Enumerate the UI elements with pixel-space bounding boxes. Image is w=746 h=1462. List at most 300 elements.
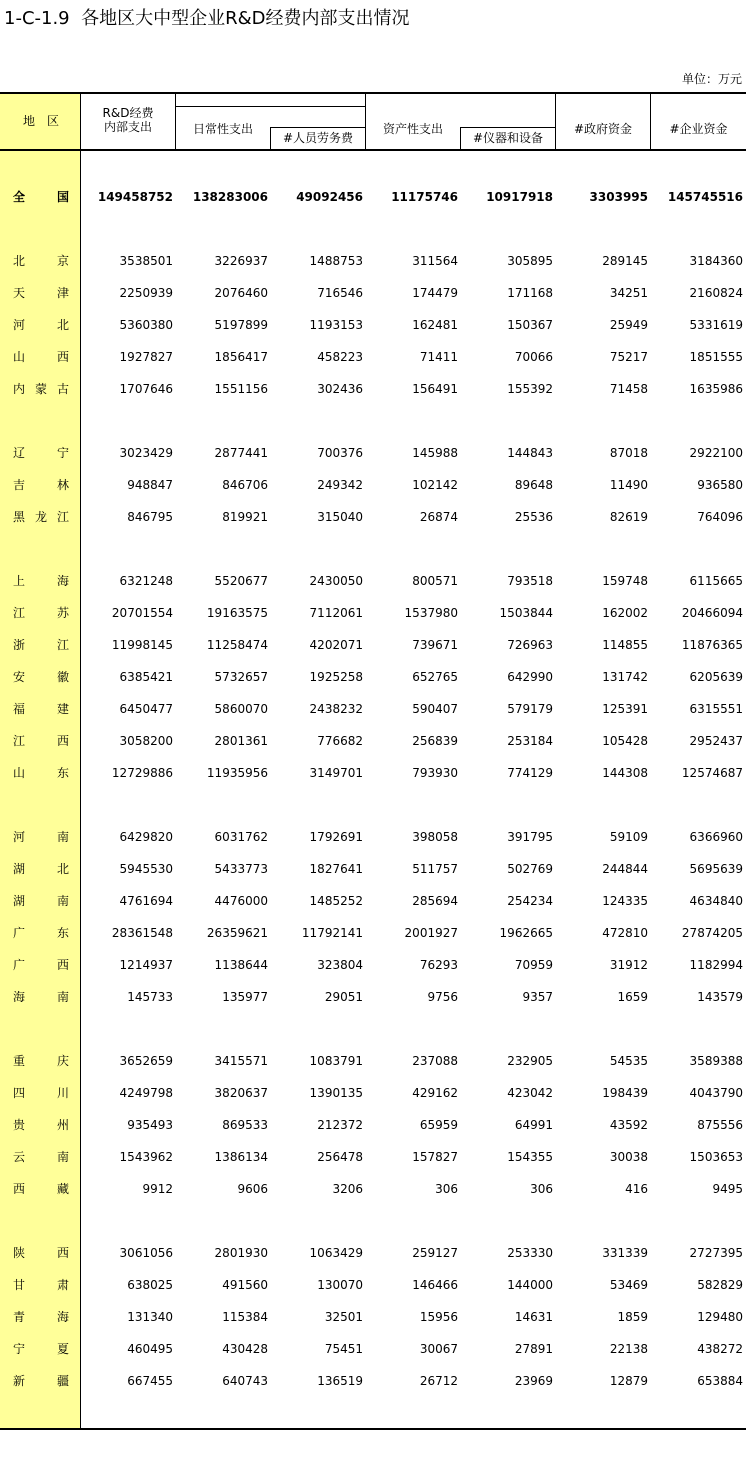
cell-daily: 5732657 bbox=[214, 670, 268, 684]
cell-government: 198439 bbox=[602, 1086, 648, 1100]
cell-asset: 306 bbox=[435, 1182, 458, 1196]
cell-equipment: 150367 bbox=[507, 318, 553, 332]
table-row bbox=[0, 635, 746, 655]
cell-labor: 7112061 bbox=[309, 606, 363, 620]
cell-asset: 590407 bbox=[412, 702, 458, 716]
cell-government: 125391 bbox=[602, 702, 648, 716]
region-name: 新疆 bbox=[13, 1374, 69, 1388]
cell-daily: 869533 bbox=[222, 1118, 268, 1132]
region-name: 河北 bbox=[13, 318, 69, 332]
cell-enterprise: 1635986 bbox=[689, 382, 743, 396]
cell-rd-total: 667455 bbox=[127, 1374, 173, 1388]
table-row bbox=[0, 1083, 746, 1103]
cell-daily: 2801361 bbox=[214, 734, 268, 748]
cell-asset: 71411 bbox=[419, 350, 458, 364]
cell-enterprise: 20466094 bbox=[681, 606, 743, 620]
cell-equipment: 144843 bbox=[507, 446, 553, 460]
cell-rd-total: 4761694 bbox=[119, 894, 173, 908]
cell-daily: 2877441 bbox=[214, 446, 268, 460]
cell-rd-total: 3652659 bbox=[119, 1054, 173, 1068]
table-row bbox=[0, 667, 746, 687]
cell-rd-total: 2250939 bbox=[119, 286, 173, 300]
cell-asset: 145988 bbox=[412, 446, 458, 460]
cell-enterprise: 11876365 bbox=[681, 638, 743, 652]
cell-government: 162002 bbox=[602, 606, 648, 620]
region-name: 西藏 bbox=[13, 1182, 69, 1196]
cell-enterprise: 1851555 bbox=[689, 350, 743, 364]
cell-government: 71458 bbox=[609, 382, 648, 396]
cell-enterprise: 145745516 bbox=[667, 190, 743, 204]
cell-equipment: 254234 bbox=[507, 894, 553, 908]
region-name: 重庆 bbox=[13, 1054, 69, 1068]
region-name: 贵州 bbox=[13, 1118, 69, 1132]
cell-asset: 157827 bbox=[412, 1150, 458, 1164]
cell-equipment: 64991 bbox=[514, 1118, 553, 1132]
cell-government: 75217 bbox=[609, 350, 648, 364]
cell-rd-total: 460495 bbox=[127, 1342, 173, 1356]
cell-daily: 491560 bbox=[222, 1278, 268, 1292]
cell-enterprise: 4043790 bbox=[689, 1086, 743, 1100]
header-sub-line bbox=[460, 127, 555, 128]
cell-equipment: 253184 bbox=[507, 734, 553, 748]
cell-asset: 15956 bbox=[419, 1310, 458, 1324]
cell-enterprise: 764096 bbox=[697, 510, 743, 524]
table-row bbox=[0, 379, 746, 399]
cell-labor: 458223 bbox=[317, 350, 363, 364]
cell-equipment: 306 bbox=[530, 1182, 553, 1196]
cell-enterprise: 2952437 bbox=[689, 734, 743, 748]
region-name: 广西 bbox=[13, 958, 69, 972]
cell-labor: 2430050 bbox=[309, 574, 363, 588]
cell-rd-total: 20701554 bbox=[111, 606, 173, 620]
cell-labor: 49092456 bbox=[296, 190, 363, 204]
cell-equipment: 793518 bbox=[507, 574, 553, 588]
cell-equipment: 253330 bbox=[507, 1246, 553, 1260]
table-row bbox=[0, 1179, 746, 1199]
table-row bbox=[0, 699, 746, 719]
cell-enterprise: 2727395 bbox=[689, 1246, 743, 1260]
cell-labor: 1063429 bbox=[309, 1246, 363, 1260]
table-top-rule bbox=[0, 92, 746, 94]
cell-government: 416 bbox=[625, 1182, 648, 1196]
header-divider bbox=[650, 92, 651, 150]
cell-labor: 1485252 bbox=[309, 894, 363, 908]
cell-government: 289145 bbox=[602, 254, 648, 268]
cell-daily: 11258474 bbox=[206, 638, 268, 652]
cell-daily: 1551156 bbox=[214, 382, 268, 396]
region-name: 广东 bbox=[13, 926, 69, 940]
cell-daily: 9606 bbox=[237, 1182, 268, 1196]
cell-equipment: 171168 bbox=[507, 286, 553, 300]
header-rd-total: R&D经费 内部支出 bbox=[102, 106, 154, 134]
cell-enterprise: 2922100 bbox=[689, 446, 743, 460]
cell-rd-total: 1927827 bbox=[119, 350, 173, 364]
region-name: 全国 bbox=[13, 190, 69, 204]
cell-rd-total: 5945530 bbox=[119, 862, 173, 876]
cell-enterprise: 5695639 bbox=[689, 862, 743, 876]
cell-asset: 398058 bbox=[412, 830, 458, 844]
region-name: 江西 bbox=[13, 734, 69, 748]
table-row bbox=[0, 1275, 746, 1295]
cell-enterprise: 2160824 bbox=[689, 286, 743, 300]
cell-rd-total: 1214937 bbox=[119, 958, 173, 972]
cell-asset: 800571 bbox=[412, 574, 458, 588]
cell-government: 31912 bbox=[609, 958, 648, 972]
cell-rd-total: 131340 bbox=[127, 1310, 173, 1324]
cell-daily: 138283006 bbox=[192, 190, 268, 204]
cell-daily: 640743 bbox=[222, 1374, 268, 1388]
header-enterprise-funds: #企业资金 bbox=[669, 122, 728, 136]
cell-asset: 76293 bbox=[419, 958, 458, 972]
region-name: 浙江 bbox=[13, 638, 69, 652]
cell-asset: 1537980 bbox=[404, 606, 458, 620]
table-row bbox=[0, 731, 746, 751]
cell-labor: 249342 bbox=[317, 478, 363, 492]
cell-asset: 174479 bbox=[412, 286, 458, 300]
cell-enterprise: 1182994 bbox=[689, 958, 743, 972]
cell-rd-total: 638025 bbox=[127, 1278, 173, 1292]
cell-government: 114855 bbox=[602, 638, 648, 652]
cell-asset: 793930 bbox=[412, 766, 458, 780]
cell-asset: 652765 bbox=[412, 670, 458, 684]
table-row bbox=[0, 923, 746, 943]
region-name: 黑龙江 bbox=[13, 510, 69, 524]
cell-equipment: 14631 bbox=[514, 1310, 553, 1324]
cell-government: 131742 bbox=[602, 670, 648, 684]
cell-rd-total: 6385421 bbox=[119, 670, 173, 684]
header-labor-cost: #人员劳务费 bbox=[282, 131, 354, 145]
total-row bbox=[0, 187, 746, 207]
cell-labor: 1390135 bbox=[309, 1086, 363, 1100]
table-row bbox=[0, 1243, 746, 1263]
cell-equipment: 155392 bbox=[507, 382, 553, 396]
cell-asset: 259127 bbox=[412, 1246, 458, 1260]
cell-rd-total: 12729886 bbox=[111, 766, 173, 780]
cell-daily: 5433773 bbox=[214, 862, 268, 876]
cell-rd-total: 5360380 bbox=[119, 318, 173, 332]
table-row bbox=[0, 1147, 746, 1167]
cell-rd-total: 6450477 bbox=[119, 702, 173, 716]
header-equipment: #仪器和设备 bbox=[472, 131, 544, 145]
header-bottom-rule bbox=[0, 149, 746, 151]
cell-labor: 716546 bbox=[317, 286, 363, 300]
cell-daily: 26359621 bbox=[206, 926, 268, 940]
cell-rd-total: 28361548 bbox=[111, 926, 173, 940]
header-divider bbox=[175, 92, 176, 150]
cell-government: 25949 bbox=[609, 318, 648, 332]
cell-daily: 115384 bbox=[222, 1310, 268, 1324]
cell-daily: 2076460 bbox=[214, 286, 268, 300]
cell-asset: 156491 bbox=[412, 382, 458, 396]
cell-labor: 3149701 bbox=[309, 766, 363, 780]
cell-daily: 135977 bbox=[222, 990, 268, 1004]
table-row bbox=[0, 475, 746, 495]
cell-daily: 3820637 bbox=[214, 1086, 268, 1100]
cell-rd-total: 145733 bbox=[127, 990, 173, 1004]
cell-equipment: 1503844 bbox=[499, 606, 553, 620]
cell-labor: 1827641 bbox=[309, 862, 363, 876]
region-name: 海南 bbox=[13, 990, 69, 1004]
rd-expenditure-table bbox=[0, 92, 746, 1430]
cell-government: 331339 bbox=[602, 1246, 648, 1260]
cell-labor: 323804 bbox=[317, 958, 363, 972]
cell-rd-total: 11998145 bbox=[111, 638, 173, 652]
cell-daily: 11935956 bbox=[206, 766, 268, 780]
cell-daily: 1856417 bbox=[214, 350, 268, 364]
cell-enterprise: 9495 bbox=[712, 1182, 743, 1196]
region-name: 安徽 bbox=[13, 670, 69, 684]
cell-equipment: 579179 bbox=[507, 702, 553, 716]
cell-rd-total: 3058200 bbox=[119, 734, 173, 748]
cell-government: 1659 bbox=[617, 990, 648, 1004]
cell-daily: 19163575 bbox=[206, 606, 268, 620]
table-row bbox=[0, 1307, 746, 1327]
cell-asset: 26712 bbox=[419, 1374, 458, 1388]
cell-daily: 819921 bbox=[222, 510, 268, 524]
header-group-line bbox=[175, 106, 365, 107]
region-name: 青海 bbox=[13, 1310, 69, 1324]
cell-government: 87018 bbox=[609, 446, 648, 460]
table-row bbox=[0, 1051, 746, 1071]
table-row bbox=[0, 283, 746, 303]
cell-enterprise: 653884 bbox=[697, 1374, 743, 1388]
cell-equipment: 70066 bbox=[514, 350, 553, 364]
cell-equipment: 1962665 bbox=[499, 926, 553, 940]
cell-rd-total: 4249798 bbox=[119, 1086, 173, 1100]
region-name: 宁夏 bbox=[13, 1342, 69, 1356]
cell-enterprise: 12574687 bbox=[681, 766, 743, 780]
cell-labor: 1792691 bbox=[309, 830, 363, 844]
cell-asset: 429162 bbox=[412, 1086, 458, 1100]
cell-government: 144308 bbox=[602, 766, 648, 780]
cell-asset: 739671 bbox=[412, 638, 458, 652]
header-region: 地 区 bbox=[22, 114, 59, 128]
cell-daily: 430428 bbox=[222, 1342, 268, 1356]
cell-rd-total: 9912 bbox=[142, 1182, 173, 1196]
cell-government: 124335 bbox=[602, 894, 648, 908]
cell-equipment: 154355 bbox=[507, 1150, 553, 1164]
cell-rd-total: 846795 bbox=[127, 510, 173, 524]
cell-daily: 1386134 bbox=[214, 1150, 268, 1164]
header-divider bbox=[365, 92, 366, 150]
cell-government: 244844 bbox=[602, 862, 648, 876]
cell-government: 12879 bbox=[609, 1374, 648, 1388]
cell-labor: 1193153 bbox=[309, 318, 363, 332]
cell-government: 3303995 bbox=[589, 190, 648, 204]
table-row bbox=[0, 827, 746, 847]
cell-government: 22138 bbox=[609, 1342, 648, 1356]
cell-asset: 102142 bbox=[412, 478, 458, 492]
cell-daily: 3226937 bbox=[214, 254, 268, 268]
table-row bbox=[0, 763, 746, 783]
table-row bbox=[0, 443, 746, 463]
table-row bbox=[0, 315, 746, 335]
cell-daily: 3415571 bbox=[214, 1054, 268, 1068]
cell-rd-total: 3538501 bbox=[119, 254, 173, 268]
cell-enterprise: 3184360 bbox=[689, 254, 743, 268]
cell-daily: 5860070 bbox=[214, 702, 268, 716]
cell-asset: 11175746 bbox=[391, 190, 458, 204]
cell-enterprise: 143579 bbox=[697, 990, 743, 1004]
cell-labor: 302436 bbox=[317, 382, 363, 396]
cell-asset: 237088 bbox=[412, 1054, 458, 1068]
cell-labor: 130070 bbox=[317, 1278, 363, 1292]
cell-labor: 2438232 bbox=[309, 702, 363, 716]
cell-government: 82619 bbox=[609, 510, 648, 524]
cell-enterprise: 6315551 bbox=[689, 702, 743, 716]
cell-asset: 9756 bbox=[427, 990, 458, 1004]
cell-rd-total: 6321248 bbox=[119, 574, 173, 588]
cell-daily: 5520677 bbox=[214, 574, 268, 588]
cell-asset: 511757 bbox=[412, 862, 458, 876]
cell-equipment: 89648 bbox=[514, 478, 553, 492]
cell-daily: 5197899 bbox=[214, 318, 268, 332]
cell-rd-total: 1707646 bbox=[119, 382, 173, 396]
cell-asset: 2001927 bbox=[404, 926, 458, 940]
region-name: 辽宁 bbox=[13, 446, 69, 460]
table-row bbox=[0, 603, 746, 623]
cell-equipment: 232905 bbox=[507, 1054, 553, 1068]
region-name: 甘肃 bbox=[13, 1278, 69, 1292]
cell-labor: 212372 bbox=[317, 1118, 363, 1132]
cell-asset: 146466 bbox=[412, 1278, 458, 1292]
cell-enterprise: 582829 bbox=[697, 1278, 743, 1292]
cell-daily: 1138644 bbox=[214, 958, 268, 972]
cell-rd-total: 935493 bbox=[127, 1118, 173, 1132]
cell-enterprise: 6205639 bbox=[689, 670, 743, 684]
header-asset-expenditure: 资产性支出 bbox=[382, 122, 443, 136]
cell-enterprise: 5331619 bbox=[689, 318, 743, 332]
unit-label: 单位：万元 bbox=[681, 72, 742, 86]
cell-labor: 11792141 bbox=[301, 926, 363, 940]
cell-government: 1859 bbox=[617, 1310, 648, 1324]
cell-labor: 32501 bbox=[324, 1310, 363, 1324]
table-row bbox=[0, 1339, 746, 1359]
cell-labor: 75451 bbox=[324, 1342, 363, 1356]
region-name: 陕西 bbox=[13, 1246, 69, 1260]
cell-enterprise: 4634840 bbox=[689, 894, 743, 908]
table-row bbox=[0, 859, 746, 879]
cell-daily: 846706 bbox=[222, 478, 268, 492]
cell-equipment: 305895 bbox=[507, 254, 553, 268]
cell-labor: 1083791 bbox=[309, 1054, 363, 1068]
cell-government: 30038 bbox=[609, 1150, 648, 1164]
cell-enterprise: 438272 bbox=[697, 1342, 743, 1356]
table-row bbox=[0, 251, 746, 271]
cell-government: 34251 bbox=[609, 286, 648, 300]
cell-equipment: 25536 bbox=[514, 510, 553, 524]
cell-labor: 1488753 bbox=[309, 254, 363, 268]
cell-enterprise: 875556 bbox=[697, 1118, 743, 1132]
table-bottom-rule bbox=[0, 1428, 746, 1430]
cell-daily: 4476000 bbox=[214, 894, 268, 908]
cell-equipment: 502769 bbox=[507, 862, 553, 876]
region-name: 山西 bbox=[13, 350, 69, 364]
cell-equipment: 642990 bbox=[507, 670, 553, 684]
cell-rd-total: 948847 bbox=[127, 478, 173, 492]
region-name: 湖南 bbox=[13, 894, 69, 908]
cell-asset: 26874 bbox=[419, 510, 458, 524]
cell-enterprise: 6115665 bbox=[689, 574, 743, 588]
cell-equipment: 774129 bbox=[507, 766, 553, 780]
cell-labor: 3206 bbox=[332, 1182, 363, 1196]
region-name: 北京 bbox=[13, 254, 69, 268]
header-daily-expenditure: 日常性支出 bbox=[192, 122, 253, 136]
table-row bbox=[0, 1115, 746, 1135]
table-row bbox=[0, 571, 746, 591]
region-name: 上海 bbox=[13, 574, 69, 588]
region-name: 山东 bbox=[13, 766, 69, 780]
cell-equipment: 726963 bbox=[507, 638, 553, 652]
cell-asset: 256839 bbox=[412, 734, 458, 748]
cell-labor: 315040 bbox=[317, 510, 363, 524]
region-name: 湖北 bbox=[13, 862, 69, 876]
cell-equipment: 27891 bbox=[514, 1342, 553, 1356]
cell-labor: 776682 bbox=[317, 734, 363, 748]
table-row bbox=[0, 347, 746, 367]
cell-government: 54535 bbox=[609, 1054, 648, 1068]
cell-government: 159748 bbox=[602, 574, 648, 588]
region-name: 河南 bbox=[13, 830, 69, 844]
cell-government: 105428 bbox=[602, 734, 648, 748]
page-title: 1-C-1.9 各地区大中型企业R&D经费内部支出情况 bbox=[4, 8, 410, 29]
header-sub-line bbox=[270, 127, 365, 128]
region-name: 云南 bbox=[13, 1150, 69, 1164]
table-row bbox=[0, 1371, 746, 1391]
cell-equipment: 70959 bbox=[514, 958, 553, 972]
cell-rd-total: 149458752 bbox=[97, 190, 173, 204]
cell-rd-total: 3061056 bbox=[119, 1246, 173, 1260]
cell-labor: 256478 bbox=[317, 1150, 363, 1164]
table-row bbox=[0, 955, 746, 975]
cell-asset: 285694 bbox=[412, 894, 458, 908]
cell-daily: 2801930 bbox=[214, 1246, 268, 1260]
cell-enterprise: 3589388 bbox=[689, 1054, 743, 1068]
table-row bbox=[0, 507, 746, 527]
cell-equipment: 23969 bbox=[514, 1374, 553, 1388]
cell-labor: 1925258 bbox=[309, 670, 363, 684]
cell-equipment: 9357 bbox=[522, 990, 553, 1004]
cell-asset: 311564 bbox=[412, 254, 458, 268]
cell-government: 472810 bbox=[602, 926, 648, 940]
region-name: 吉林 bbox=[13, 478, 69, 492]
region-name: 四川 bbox=[13, 1086, 69, 1100]
cell-rd-total: 1543962 bbox=[119, 1150, 173, 1164]
header-divider bbox=[555, 92, 556, 150]
region-name: 江苏 bbox=[13, 606, 69, 620]
header-government-funds: #政府资金 bbox=[573, 122, 633, 136]
cell-daily: 6031762 bbox=[214, 830, 268, 844]
cell-labor: 29051 bbox=[324, 990, 363, 1004]
cell-rd-total: 3023429 bbox=[119, 446, 173, 460]
cell-enterprise: 6366960 bbox=[689, 830, 743, 844]
region-name: 福建 bbox=[13, 702, 69, 716]
cell-government: 11490 bbox=[609, 478, 648, 492]
cell-equipment: 423042 bbox=[507, 1086, 553, 1100]
cell-labor: 136519 bbox=[317, 1374, 363, 1388]
cell-asset: 65959 bbox=[419, 1118, 458, 1132]
cell-equipment: 10917918 bbox=[486, 190, 553, 204]
cell-enterprise: 27874205 bbox=[681, 926, 743, 940]
cell-equipment: 144000 bbox=[507, 1278, 553, 1292]
cell-government: 43592 bbox=[609, 1118, 648, 1132]
cell-rd-total: 6429820 bbox=[119, 830, 173, 844]
cell-government: 59109 bbox=[609, 830, 648, 844]
cell-asset: 30067 bbox=[419, 1342, 458, 1356]
cell-enterprise: 129480 bbox=[697, 1310, 743, 1324]
cell-labor: 4202071 bbox=[309, 638, 363, 652]
region-name: 内蒙古 bbox=[13, 382, 69, 396]
